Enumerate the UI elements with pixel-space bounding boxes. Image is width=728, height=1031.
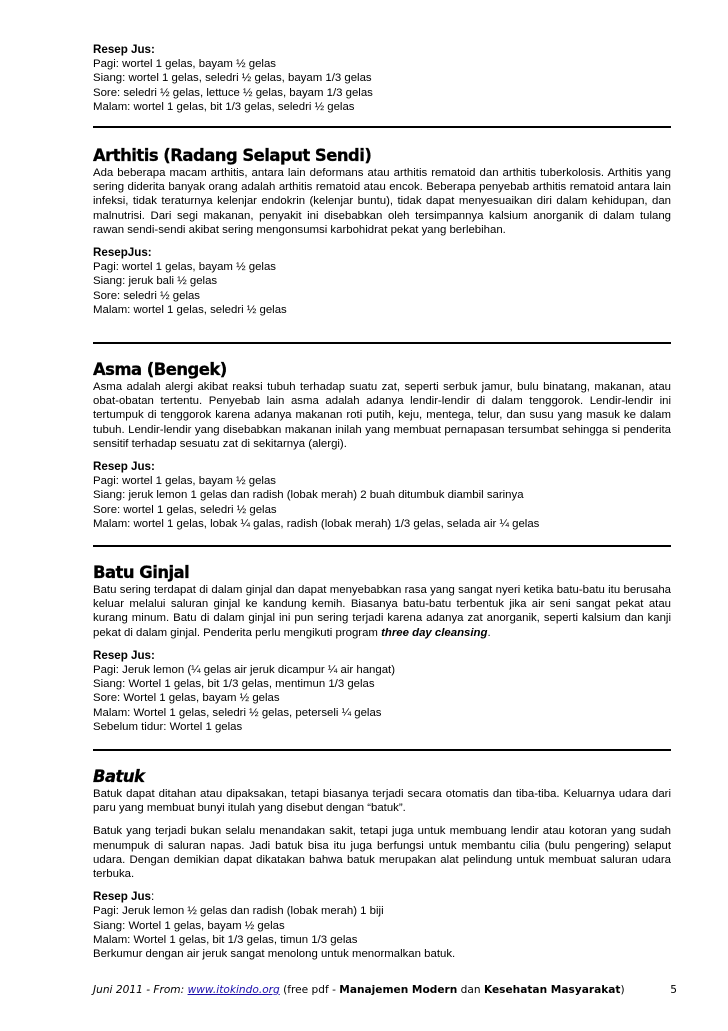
recipe-line: Malam: wortel 1 gelas, seledri ½ gelas (93, 303, 287, 316)
recipe-line: Pagi: wortel 1 gelas, bayam ½ gelas (93, 261, 276, 274)
recipe-line: Siang: wortel 1 gelas, seledri ½ gelas, bayam 1/3 gelas (93, 72, 372, 85)
recipe-line: Sore: Wortel 1 gelas, bayam ½ gelas (93, 692, 280, 705)
section-divider (93, 342, 671, 344)
recipe-heading-text: Resep Jus (93, 890, 151, 904)
section-paragraph: Batuk yang terjadi bukan selalu menandakan sakit, tetapi juga untuk membuang lendir atau kotoran yang sudah menumpuk di saluran napas. Jadi batuk bisa itu juga berfungsi untuk membantu cilia (bulu pengering) selaput udara. Dengan demikian dapat dikatakan bahwa batuk merupakan alat pelindung untuk membuat saluran udara terbuka. (93, 825, 671, 881)
recipe-line: Pagi: wortel 1 gelas, bayam ½ gelas (93, 475, 276, 488)
footer-suffix: ) (620, 984, 625, 996)
section-divider (93, 545, 671, 547)
recipe-line: Siang: Wortel 1 gelas, bayam ½ gelas (93, 919, 285, 932)
footer-mid: (free pdf - (279, 984, 340, 996)
section-title: Arthitis (Radang Selaput Sendi) (93, 146, 372, 165)
section-divider (93, 749, 671, 751)
recipe-lines (93, 260, 671, 317)
recipe-line: Berkumur dengan air jeruk sangat menolong untuk menormalkan batuk. (93, 948, 456, 961)
recipe-block-intro (93, 43, 671, 114)
recipe-line: Malam: wortel 1 gelas, bit 1/3 gelas, seledri ½ gelas (93, 100, 355, 113)
footer-title-2: Kesehatan Masyarakat (483, 984, 621, 996)
recipe-lines (93, 474, 671, 531)
footer-mid-2: dan (457, 984, 484, 996)
recipe-heading-colon: : (151, 890, 155, 904)
recipe-line: Malam: wortel 1 gelas, lobak ¼ galas, radish (lobak merah) 1/3 gelas, selada air ¼ gelas (93, 517, 540, 530)
footer-link[interactable]: www.itokindo.org (187, 984, 280, 996)
recipe-heading: ResepJus: (93, 246, 152, 260)
recipe-lines (93, 904, 671, 961)
section-title: Batu Ginjal (93, 563, 190, 582)
recipe-heading: Resep Jus: (93, 648, 155, 662)
section-asma (93, 342, 671, 531)
recipe-line: Malam: Wortel 1 gelas, seledri ½ gelas, peterseli ¼ gelas (93, 706, 382, 719)
recipe-line: Siang: jeruk bali ½ gelas (93, 275, 218, 288)
paragraph-text: Batu sering terdapat di dalam ginjal dan dapat menyebabkan rasa yang sangat nyeri ketika batu-batu itu berusaha keluar melalui saluran ginjal ke kandung kemih. Biasanya batu-batu terbentuk jika air seni sangat pekat atau kurang minum. Batu di dalam ginjal ini pun sering terjadi karena adanya zat anorganik, seperti kalsium dan kanji pekat di dalam ginjal. Penderita perlu mengikuti program (93, 584, 671, 639)
footer-prefix: Juni 2011 - From: (93, 984, 188, 996)
section-divider (93, 126, 671, 128)
section-paragraph (93, 583, 671, 640)
section-paragraph: Asma adalah alergi akibat reaksi tubuh terhadap suatu zat, seperti serbuk jamur, bulu binatang, makanan, atau obat-obatan tertentu. Penyebab lain asma adalah adanya lendir-lendir di dalam tenggorok. Lendir-lendir ini tertumpuk di tenggorok karena adanya makanan roti putih, keju, mentega, telur, dan susu yang masuk ke dalam tubuh. Lendir-lendir yang disebabkan makanan inilah yang membuat pernapasan tersumbat sehingga si penderita sensitif terhadap sesuatu zat di sekitarnya (alergi). (93, 381, 671, 450)
recipe-line: Sore: wortel 1 gelas, seledri ½ gelas (93, 503, 277, 516)
section-title: Batuk (93, 767, 145, 786)
recipe-line: Pagi: Jeruk lemon (¼ gelas air jeruk dicampur ¼ air hangat) (93, 664, 395, 677)
recipe-line: Siang: jeruk lemon 1 gelas dan radish (lobak merah) 2 buah ditumbuk diambil sarinya (93, 489, 524, 502)
recipe-heading: Resep Jus: (93, 43, 155, 56)
recipe-heading (93, 890, 671, 904)
recipe-line: Malam: Wortel 1 gelas, bit 1/3 gelas, timun 1/3 gelas (93, 933, 358, 946)
recipe-heading: Resep Jus: (93, 460, 155, 474)
recipe-line: Sebelum tidur: Wortel 1 gelas (93, 720, 243, 733)
recipe-line: Siang: Wortel 1 gelas, bit 1/3 gelas, mentimun 1/3 gelas (93, 678, 375, 691)
section-batuk (93, 749, 671, 961)
page-number: 5 (670, 984, 677, 996)
section-arthitis (93, 126, 671, 317)
emphasis-text: three day cleansing (381, 626, 488, 639)
section-paragraph: Batuk dapat ditahan atau dipaksakan, tetapi biasanya terjadi secara otomatis dan tiba-tiba. Keluarnya udara dari paru yang membuat bunyi itulah yang disebut dengan “batuk”. (93, 788, 671, 815)
recipe-line: Pagi: Jeruk lemon ½ gelas dan radish (lobak merah) 1 biji (93, 905, 384, 918)
section-title: Asma (Bengek) (93, 360, 227, 379)
recipe-line: Sore: seledri ½ gelas, lettuce ½ gelas, bayam 1/3 gelas (93, 86, 373, 99)
page-footer (93, 983, 677, 997)
section-batu-ginjal (93, 545, 671, 734)
recipe-lines (93, 57, 671, 114)
footer-title-1: Manajemen Modern (339, 984, 458, 996)
recipe-line: Sore: seledri ½ gelas (93, 289, 201, 302)
recipe-lines (93, 663, 671, 734)
section-paragraph: Ada beberapa macam arthitis, antara lain deformans atau arthitis rematoid dan arthitis tuberkolosis. Arthitis yang sering diderita banyak orang adalah arthitis rematoid atau encok. Beberapa penyebab arthitis rematoid antara lain infeksi, tidak teraturnya kelenjar endokrin (kelenjar buntu), tidak dapat menyesuaikan diri dalam kehidupan, dan malnutrisi. Dari segi makanan, penyakit ini disebabkan oleh tersimpannya kalsium anorganik di dalam tulang rawan sendi-sendi akibat sering mengonsumsi karbohidrat pekat yang berlebihan. (93, 167, 671, 236)
recipe-line: Pagi: wortel 1 gelas, bayam ½ gelas (93, 58, 276, 71)
paragraph-end: . (487, 626, 491, 639)
